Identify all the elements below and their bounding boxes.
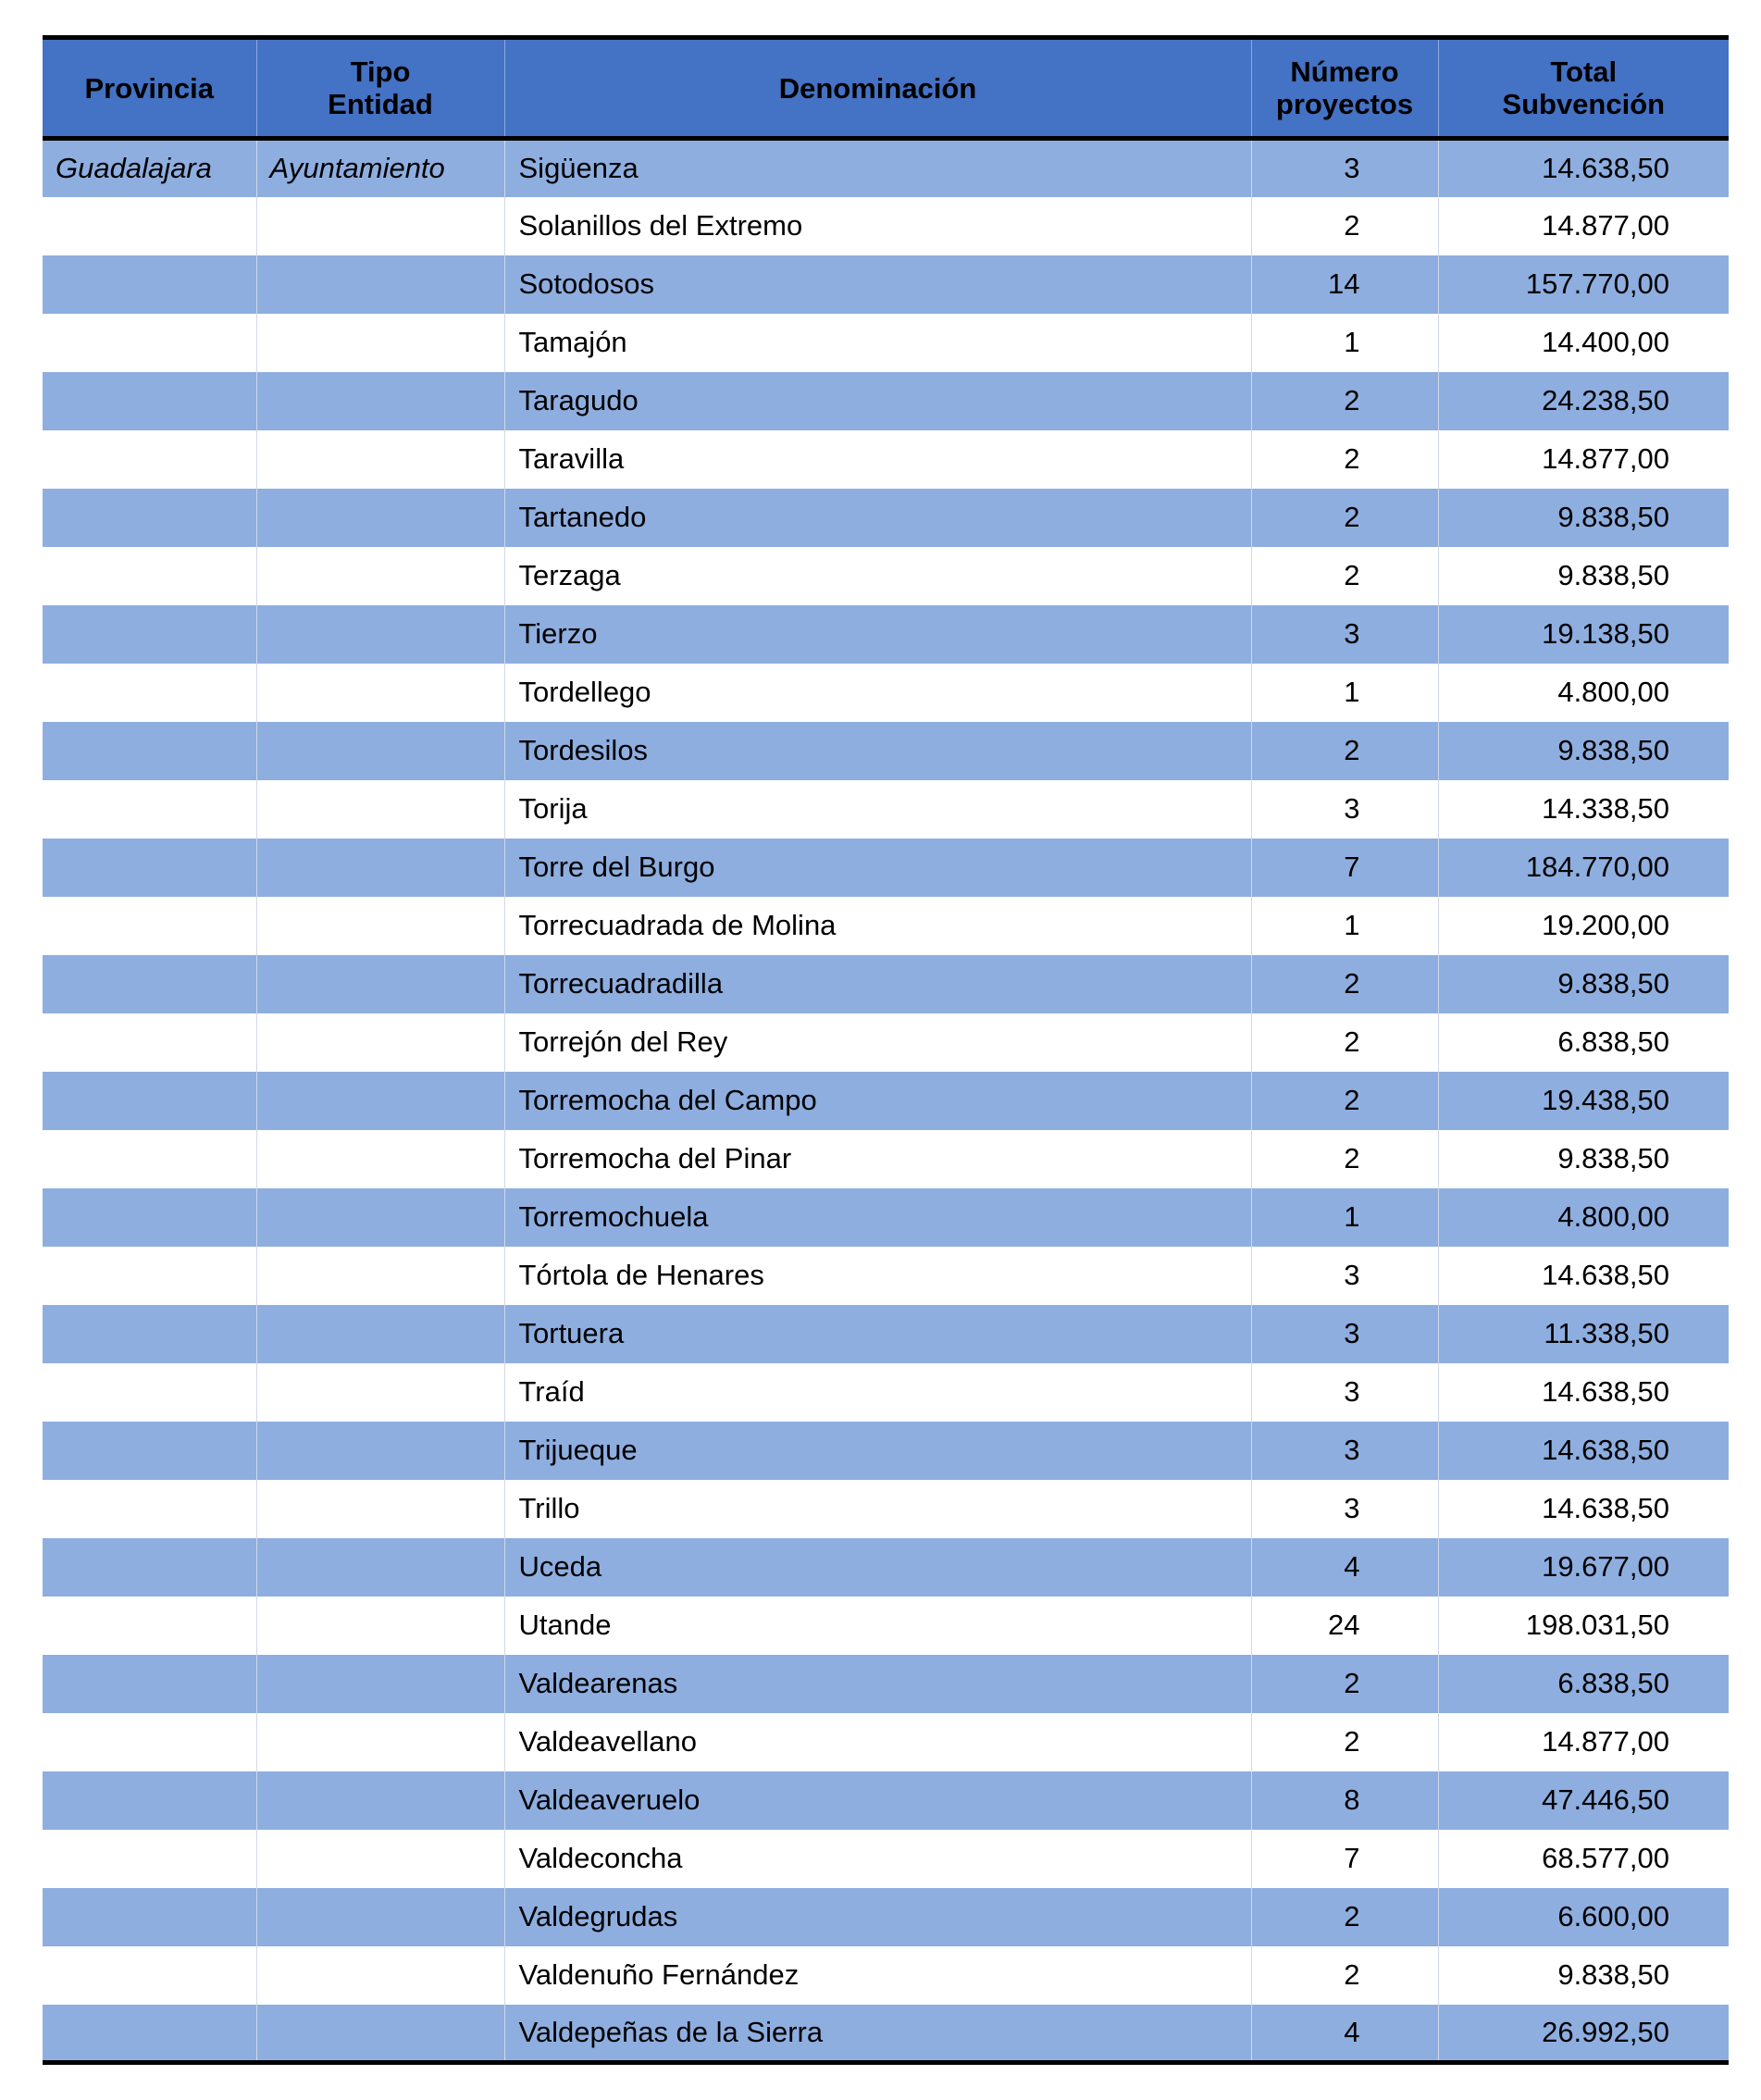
cell-denominacion: Torrecuadrada de Molina	[504, 897, 1251, 955]
table-row	[43, 1422, 1729, 1480]
cell-total-subvencion: 24.238,50	[1438, 372, 1729, 430]
cell-provincia	[43, 1888, 256, 1946]
subsidies-table-container	[43, 35, 1729, 2065]
cell-numero-proyectos: 2	[1251, 430, 1438, 489]
cell-denominacion: Valdearenas	[504, 1655, 1251, 1713]
cell-tipo-entidad	[256, 1247, 504, 1305]
cell-denominacion: Valdenuño Fernández	[504, 1946, 1251, 2005]
cell-numero-proyectos: 4	[1251, 1538, 1438, 1597]
cell-provincia	[43, 664, 256, 722]
cell-provincia	[43, 489, 256, 547]
table-row	[43, 1130, 1729, 1188]
cell-tipo-entidad	[256, 255, 504, 314]
cell-tipo-entidad	[256, 1013, 504, 1072]
cell-denominacion: Utande	[504, 1597, 1251, 1655]
cell-tipo-entidad	[256, 372, 504, 430]
header-denominacion: Denominación	[504, 38, 1251, 139]
cell-provincia	[43, 197, 256, 255]
cell-provincia	[43, 1305, 256, 1363]
cell-tipo-entidad	[256, 722, 504, 780]
table-row	[43, 1771, 1729, 1830]
cell-tipo-entidad	[256, 1888, 504, 1946]
cell-total-subvencion: 4.800,00	[1438, 1188, 1729, 1247]
cell-total-subvencion: 6.838,50	[1438, 1013, 1729, 1072]
cell-numero-proyectos: 3	[1251, 1363, 1438, 1422]
cell-provincia	[43, 722, 256, 780]
table-row	[43, 314, 1729, 372]
cell-total-subvencion: 9.838,50	[1438, 547, 1729, 605]
cell-numero-proyectos: 14	[1251, 255, 1438, 314]
cell-total-subvencion: 6.838,50	[1438, 1655, 1729, 1713]
cell-numero-proyectos: 2	[1251, 1888, 1438, 1946]
cell-provincia	[43, 897, 256, 955]
table-row	[43, 430, 1729, 489]
cell-total-subvencion: 26.992,50	[1438, 2005, 1729, 2063]
cell-numero-proyectos: 3	[1251, 1305, 1438, 1363]
cell-denominacion: Tierzo	[504, 605, 1251, 664]
header-numero-proyectos-label: Número proyectos	[1275, 56, 1414, 120]
table-row	[43, 1538, 1729, 1597]
cell-denominacion: Tordesilos	[504, 722, 1251, 780]
cell-numero-proyectos: 3	[1251, 1247, 1438, 1305]
table-row	[43, 1072, 1729, 1130]
cell-provincia	[43, 2005, 256, 2063]
table-row	[43, 372, 1729, 430]
cell-denominacion: Taravilla	[504, 430, 1251, 489]
cell-total-subvencion: 9.838,50	[1438, 1946, 1729, 2005]
cell-denominacion: Torre del Burgo	[504, 839, 1251, 897]
cell-numero-proyectos: 2	[1251, 547, 1438, 605]
cell-provincia	[43, 1597, 256, 1655]
cell-tipo-entidad	[256, 314, 504, 372]
cell-total-subvencion: 47.446,50	[1438, 1771, 1729, 1830]
table-row	[43, 1888, 1729, 1946]
header-total-subvencion-label: Total Subvención	[1502, 56, 1666, 120]
cell-tipo-entidad	[256, 955, 504, 1013]
cell-total-subvencion: 14.638,50	[1438, 1422, 1729, 1480]
cell-provincia	[43, 1247, 256, 1305]
cell-tipo-entidad	[256, 1597, 504, 1655]
cell-numero-proyectos: 3	[1251, 1480, 1438, 1538]
cell-tipo-entidad	[256, 2005, 504, 2063]
table-row	[43, 1830, 1729, 1888]
cell-denominacion: Valdegrudas	[504, 1888, 1251, 1946]
cell-denominacion: Tórtola de Henares	[504, 1247, 1251, 1305]
cell-total-subvencion: 14.638,50	[1438, 1247, 1729, 1305]
cell-tipo-entidad	[256, 1771, 504, 1830]
cell-numero-proyectos: 24	[1251, 1597, 1438, 1655]
cell-provincia	[43, 255, 256, 314]
cell-total-subvencion: 11.338,50	[1438, 1305, 1729, 1363]
cell-total-subvencion: 19.200,00	[1438, 897, 1729, 955]
cell-tipo-entidad	[256, 1363, 504, 1422]
cell-denominacion: Valdeaveruelo	[504, 1771, 1251, 1830]
cell-total-subvencion: 14.877,00	[1438, 197, 1729, 255]
cell-numero-proyectos: 3	[1251, 605, 1438, 664]
cell-numero-proyectos: 2	[1251, 1713, 1438, 1771]
cell-numero-proyectos: 7	[1251, 839, 1438, 897]
cell-denominacion: Torija	[504, 780, 1251, 839]
cell-denominacion: Trijueque	[504, 1422, 1251, 1480]
cell-tipo-entidad	[256, 1422, 504, 1480]
cell-provincia	[43, 1188, 256, 1247]
cell-denominacion: Tordellego	[504, 664, 1251, 722]
table-row	[43, 839, 1729, 897]
cell-numero-proyectos: 2	[1251, 489, 1438, 547]
cell-total-subvencion: 9.838,50	[1438, 1130, 1729, 1188]
cell-denominacion: Torremochuela	[504, 1188, 1251, 1247]
cell-total-subvencion: 9.838,50	[1438, 955, 1729, 1013]
cell-tipo-entidad	[256, 197, 504, 255]
cell-total-subvencion: 14.877,00	[1438, 430, 1729, 489]
cell-total-subvencion: 9.838,50	[1438, 722, 1729, 780]
cell-numero-proyectos: 2	[1251, 197, 1438, 255]
header-tipo-entidad-label: Tipo Entidad	[328, 56, 433, 120]
table-row	[43, 955, 1729, 1013]
cell-provincia	[43, 1655, 256, 1713]
cell-denominacion: Uceda	[504, 1538, 1251, 1597]
cell-provincia	[43, 1538, 256, 1597]
cell-numero-proyectos: 2	[1251, 372, 1438, 430]
cell-total-subvencion: 14.338,50	[1438, 780, 1729, 839]
cell-numero-proyectos: 3	[1251, 139, 1438, 197]
cell-denominacion: Torremocha del Campo	[504, 1072, 1251, 1130]
table-row	[43, 897, 1729, 955]
cell-denominacion: Terzaga	[504, 547, 1251, 605]
table-row	[43, 605, 1729, 664]
cell-total-subvencion: 198.031,50	[1438, 1597, 1729, 1655]
table-row	[43, 1305, 1729, 1363]
cell-numero-proyectos: 1	[1251, 897, 1438, 955]
table-row	[43, 664, 1729, 722]
cell-tipo-entidad	[256, 664, 504, 722]
cell-denominacion: Taragudo	[504, 372, 1251, 430]
cell-total-subvencion: 4.800,00	[1438, 664, 1729, 722]
cell-denominacion: Tortuera	[504, 1305, 1251, 1363]
cell-total-subvencion: 19.138,50	[1438, 605, 1729, 664]
cell-numero-proyectos: 1	[1251, 314, 1438, 372]
cell-tipo-entidad	[256, 430, 504, 489]
cell-provincia	[43, 547, 256, 605]
table-row	[43, 1655, 1729, 1713]
cell-provincia	[43, 605, 256, 664]
table-row	[43, 1247, 1729, 1305]
cell-provincia	[43, 1363, 256, 1422]
cell-tipo-entidad	[256, 1830, 504, 1888]
cell-denominacion: Tamajón	[504, 314, 1251, 372]
cell-tipo-entidad	[256, 897, 504, 955]
cell-numero-proyectos: 7	[1251, 1830, 1438, 1888]
cell-provincia	[43, 1830, 256, 1888]
subsidies-table	[43, 35, 1729, 2065]
table-row	[43, 1188, 1729, 1247]
cell-tipo-entidad	[256, 489, 504, 547]
cell-numero-proyectos: 1	[1251, 664, 1438, 722]
header-provincia: Provincia	[43, 38, 256, 139]
cell-tipo-entidad: Ayuntamiento	[256, 139, 504, 197]
table-row	[43, 547, 1729, 605]
cell-total-subvencion: 14.400,00	[1438, 314, 1729, 372]
cell-numero-proyectos: 2	[1251, 1946, 1438, 2005]
table-body	[43, 139, 1729, 2063]
cell-denominacion: Valdeconcha	[504, 1830, 1251, 1888]
cell-provincia	[43, 1771, 256, 1830]
cell-tipo-entidad	[256, 547, 504, 605]
table-row	[43, 1713, 1729, 1771]
cell-numero-proyectos: 3	[1251, 1422, 1438, 1480]
cell-provincia	[43, 314, 256, 372]
cell-provincia	[43, 1013, 256, 1072]
cell-numero-proyectos: 2	[1251, 722, 1438, 780]
cell-tipo-entidad	[256, 1713, 504, 1771]
cell-total-subvencion: 6.600,00	[1438, 1888, 1729, 1946]
cell-tipo-entidad	[256, 1946, 504, 2005]
table-row	[43, 255, 1729, 314]
table-row	[43, 1597, 1729, 1655]
cell-total-subvencion: 9.838,50	[1438, 489, 1729, 547]
header-total-subvencion	[1438, 38, 1729, 139]
table-row	[43, 197, 1729, 255]
table-row	[43, 1363, 1729, 1422]
cell-tipo-entidad	[256, 1072, 504, 1130]
cell-numero-proyectos: 4	[1251, 2005, 1438, 2063]
cell-numero-proyectos: 8	[1251, 1771, 1438, 1830]
header-tipo-entidad	[256, 38, 504, 139]
cell-numero-proyectos: 1	[1251, 1188, 1438, 1247]
cell-provincia	[43, 780, 256, 839]
cell-tipo-entidad	[256, 1188, 504, 1247]
table-row	[43, 722, 1729, 780]
cell-provincia	[43, 372, 256, 430]
cell-total-subvencion: 68.577,00	[1438, 1830, 1729, 1888]
table-row	[43, 1480, 1729, 1538]
cell-provincia	[43, 1713, 256, 1771]
cell-tipo-entidad	[256, 1130, 504, 1188]
header-numero-proyectos	[1251, 38, 1438, 139]
table-row	[43, 139, 1729, 197]
table-row	[43, 1013, 1729, 1072]
cell-denominacion: Traíd	[504, 1363, 1251, 1422]
cell-total-subvencion: 14.638,50	[1438, 1480, 1729, 1538]
cell-provincia	[43, 430, 256, 489]
cell-numero-proyectos: 3	[1251, 780, 1438, 839]
cell-total-subvencion: 19.438,50	[1438, 1072, 1729, 1130]
cell-tipo-entidad	[256, 1655, 504, 1713]
cell-provincia	[43, 1480, 256, 1538]
cell-provincia	[43, 1130, 256, 1188]
cell-total-subvencion: 14.638,50	[1438, 139, 1729, 197]
cell-numero-proyectos: 2	[1251, 1655, 1438, 1713]
cell-total-subvencion: 19.677,00	[1438, 1538, 1729, 1597]
cell-denominacion: Valdeavellano	[504, 1713, 1251, 1771]
cell-provincia	[43, 1946, 256, 2005]
cell-numero-proyectos: 2	[1251, 955, 1438, 1013]
cell-tipo-entidad	[256, 839, 504, 897]
cell-total-subvencion: 157.770,00	[1438, 255, 1729, 314]
cell-denominacion: Torrecuadradilla	[504, 955, 1251, 1013]
table-header	[43, 38, 1729, 139]
cell-numero-proyectos: 2	[1251, 1013, 1438, 1072]
table-row	[43, 2005, 1729, 2063]
cell-denominacion: Sotodosos	[504, 255, 1251, 314]
cell-provincia: Guadalajara	[43, 139, 256, 197]
cell-tipo-entidad	[256, 605, 504, 664]
cell-provincia	[43, 1072, 256, 1130]
cell-total-subvencion: 184.770,00	[1438, 839, 1729, 897]
cell-tipo-entidad	[256, 780, 504, 839]
table-row	[43, 489, 1729, 547]
cell-numero-proyectos: 2	[1251, 1130, 1438, 1188]
cell-total-subvencion: 14.877,00	[1438, 1713, 1729, 1771]
cell-provincia	[43, 955, 256, 1013]
cell-denominacion: Solanillos del Extremo	[504, 197, 1251, 255]
cell-provincia	[43, 839, 256, 897]
cell-denominacion: Sigüenza	[504, 139, 1251, 197]
cell-denominacion: Trillo	[504, 1480, 1251, 1538]
cell-tipo-entidad	[256, 1305, 504, 1363]
table-row	[43, 1946, 1729, 2005]
cell-numero-proyectos: 2	[1251, 1072, 1438, 1130]
cell-provincia	[43, 1422, 256, 1480]
cell-tipo-entidad	[256, 1538, 504, 1597]
cell-tipo-entidad	[256, 1480, 504, 1538]
table-row	[43, 780, 1729, 839]
cell-denominacion: Torrejón del Rey	[504, 1013, 1251, 1072]
cell-denominacion: Torremocha del Pinar	[504, 1130, 1251, 1188]
cell-denominacion: Valdepeñas de la Sierra	[504, 2005, 1251, 2063]
cell-total-subvencion: 14.638,50	[1438, 1363, 1729, 1422]
cell-denominacion: Tartanedo	[504, 489, 1251, 547]
